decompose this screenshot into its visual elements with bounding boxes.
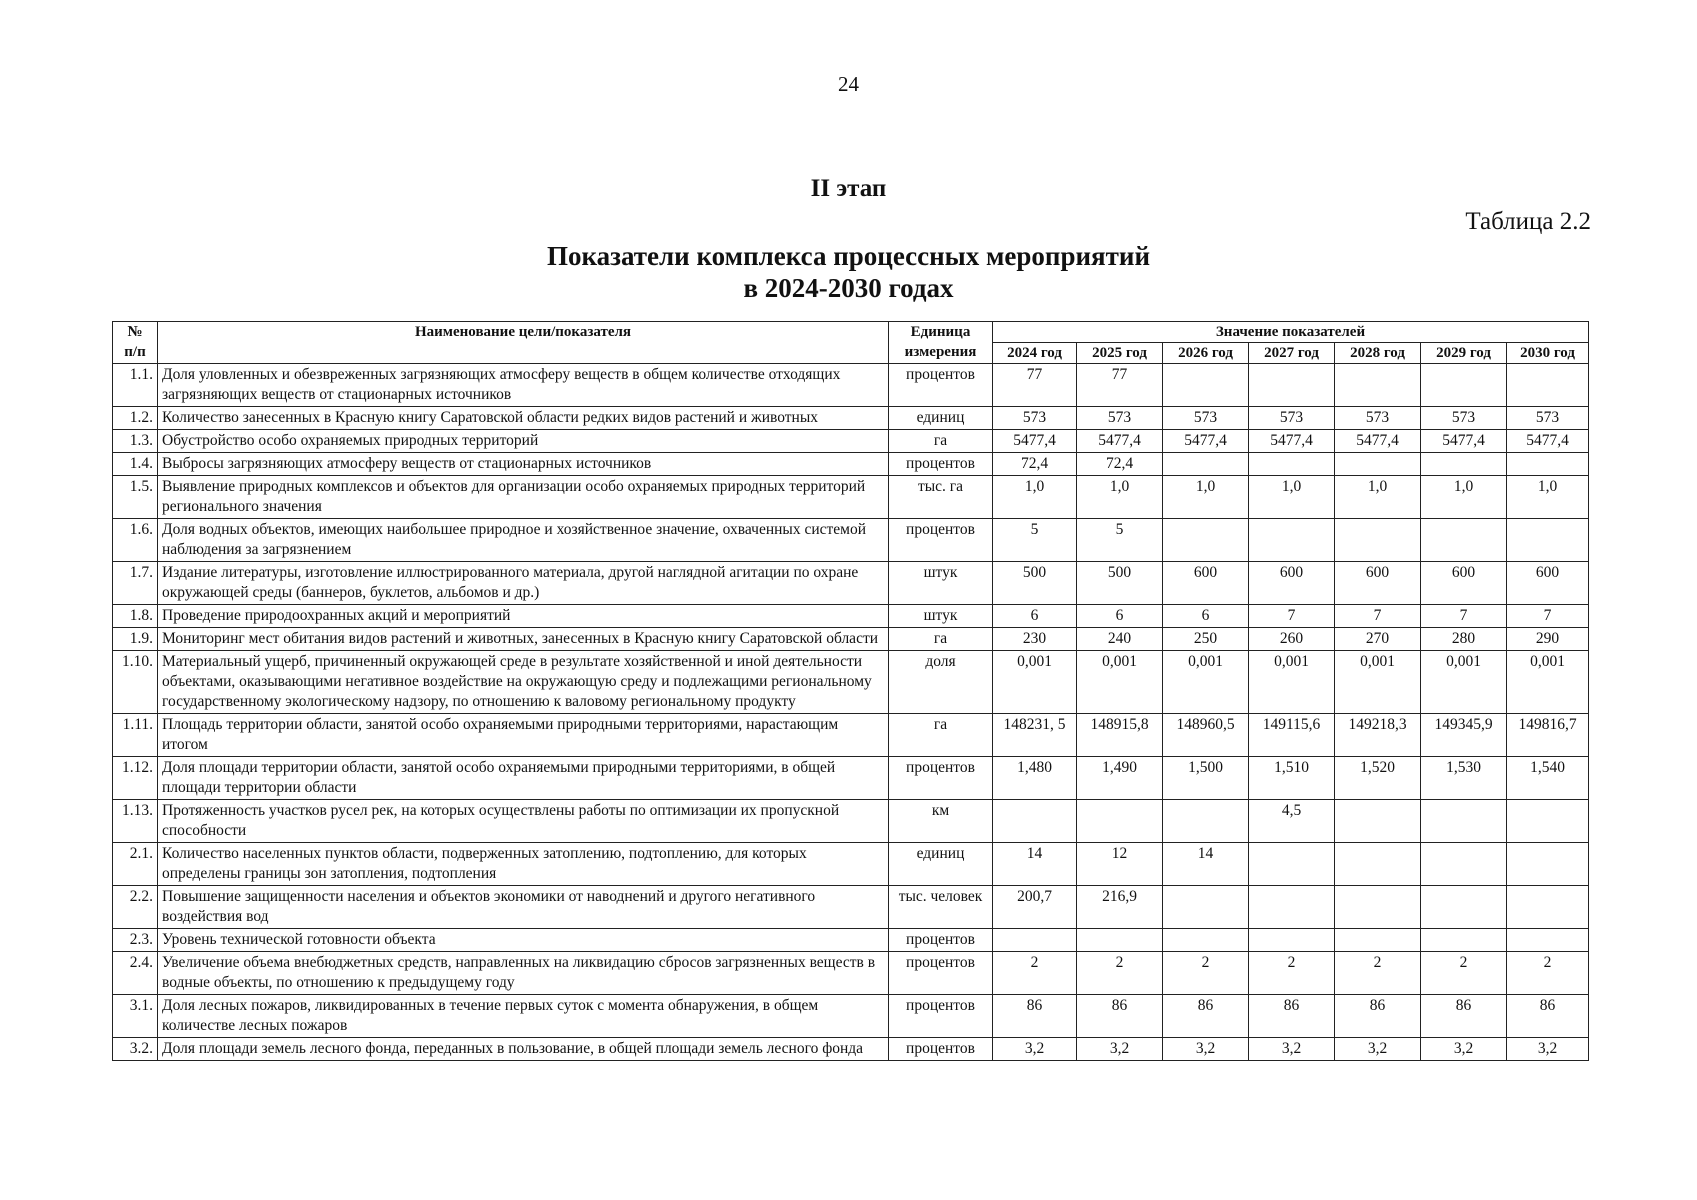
row-value: 5	[993, 519, 1077, 562]
row-value: 5477,4	[1077, 430, 1163, 453]
row-indicator-name: Обустройство особо охраняемых природных территорий	[158, 430, 889, 453]
row-indicator-name: Уровень технической готовности объекта	[158, 929, 889, 952]
row-value: 280	[1421, 628, 1507, 651]
table-row	[113, 476, 1589, 519]
row-indicator-name: Количество занесенных в Красную книгу Саратовской области редких видов растений и животных	[158, 407, 889, 430]
row-value: 149816,7	[1507, 714, 1589, 757]
row-value	[993, 800, 1077, 843]
row-value: 2	[993, 952, 1077, 995]
row-value: 2	[1507, 952, 1589, 995]
row-unit: процентов	[889, 453, 993, 476]
table-row	[113, 628, 1589, 651]
row-value	[1421, 843, 1507, 886]
row-number: 3.1.	[113, 995, 158, 1038]
row-value: 2	[1077, 952, 1163, 995]
row-unit: га	[889, 430, 993, 453]
header-year: 2030 год	[1507, 343, 1589, 364]
row-value	[1249, 453, 1335, 476]
row-unit: процентов	[889, 1038, 993, 1061]
row-value	[1507, 843, 1589, 886]
row-value: 6	[993, 605, 1077, 628]
table-label: Таблица 2.2	[1465, 208, 1591, 235]
row-value: 4,5	[1249, 800, 1335, 843]
row-unit: процентов	[889, 995, 993, 1038]
row-indicator-name: Проведение природоохранных акций и мероприятий	[158, 605, 889, 628]
row-value	[1163, 453, 1249, 476]
row-unit: тыс. га	[889, 476, 993, 519]
row-value	[1507, 800, 1589, 843]
row-value: 3,2	[1421, 1038, 1507, 1061]
row-indicator-name: Увеличение объема внебюджетных средств, направленных на ликвидацию сбросов загрязненных веществ в водные объекты, по отношению к предыдущему году	[158, 952, 889, 995]
row-value: 6	[1077, 605, 1163, 628]
row-value: 77	[993, 364, 1077, 407]
row-value	[1249, 843, 1335, 886]
row-unit: процентов	[889, 364, 993, 407]
row-value: 216,9	[1077, 886, 1163, 929]
row-value: 3,2	[1077, 1038, 1163, 1061]
header-unit-line1: Единица	[910, 324, 971, 340]
table-row	[113, 929, 1589, 952]
row-value: 1,0	[1077, 476, 1163, 519]
header-num-line1: №	[127, 324, 143, 340]
row-value: 86	[1421, 995, 1507, 1038]
row-value	[1507, 364, 1589, 407]
row-value: 1,510	[1249, 757, 1335, 800]
row-indicator-name: Издание литературы, изготовление иллюстрированного материала, другой наглядной агитации по охране окружающей среды (баннеров, буклетов, альбомов и др.)	[158, 562, 889, 605]
row-number: 1.6.	[113, 519, 158, 562]
row-unit: процентов	[889, 519, 993, 562]
row-value: 149345,9	[1421, 714, 1507, 757]
header-year: 2025 год	[1077, 343, 1163, 364]
row-number: 1.13.	[113, 800, 158, 843]
row-value: 1,480	[993, 757, 1077, 800]
row-value: 5477,4	[1507, 430, 1589, 453]
row-value: 0,001	[993, 651, 1077, 714]
row-value: 5477,4	[1163, 430, 1249, 453]
header-num-line2: п/п	[124, 344, 146, 360]
row-unit: тыс. человек	[889, 886, 993, 929]
row-value: 573	[1421, 407, 1507, 430]
row-value: 1,0	[1335, 476, 1421, 519]
row-value: 14	[993, 843, 1077, 886]
row-number: 1.7.	[113, 562, 158, 605]
row-unit: км	[889, 800, 993, 843]
row-value: 600	[1249, 562, 1335, 605]
row-indicator-name: Количество населенных пунктов области, подверженных затоплению, подтоплению, для которых определены границы зон затопления, подтопления	[158, 843, 889, 886]
table-row	[113, 519, 1589, 562]
row-value: 12	[1077, 843, 1163, 886]
row-value: 1,0	[1249, 476, 1335, 519]
table-row	[113, 757, 1589, 800]
row-value: 573	[1335, 407, 1421, 430]
row-value	[1421, 364, 1507, 407]
row-value: 7	[1507, 605, 1589, 628]
row-number: 2.2.	[113, 886, 158, 929]
row-value: 0,001	[1077, 651, 1163, 714]
row-indicator-name: Выявление природных комплексов и объектов для организации особо охраняемых природных территорий регионального значения	[158, 476, 889, 519]
row-value: 290	[1507, 628, 1589, 651]
table-row	[113, 651, 1589, 714]
row-value: 7	[1249, 605, 1335, 628]
row-value	[1249, 929, 1335, 952]
row-value: 5477,4	[993, 430, 1077, 453]
row-value: 5	[1077, 519, 1163, 562]
row-value	[1163, 800, 1249, 843]
row-value: 3,2	[1507, 1038, 1589, 1061]
header-year: 2027 год	[1249, 343, 1335, 364]
row-value	[1335, 364, 1421, 407]
table-row	[113, 843, 1589, 886]
row-value: 1,520	[1335, 757, 1421, 800]
row-value	[1507, 929, 1589, 952]
row-value	[1163, 364, 1249, 407]
row-unit: единиц	[889, 843, 993, 886]
row-value: 148231, 5	[993, 714, 1077, 757]
row-number: 1.5.	[113, 476, 158, 519]
row-value: 7	[1335, 605, 1421, 628]
table-row	[113, 562, 1589, 605]
row-number: 1.2.	[113, 407, 158, 430]
row-value: 77	[1077, 364, 1163, 407]
row-indicator-name: Выбросы загрязняющих атмосферу веществ от стационарных источников	[158, 453, 889, 476]
table-row	[113, 430, 1589, 453]
page-number: 24	[838, 72, 859, 96]
row-value: 0,001	[1249, 651, 1335, 714]
table-row	[113, 714, 1589, 757]
row-value: 2	[1163, 952, 1249, 995]
row-indicator-name: Протяженность участков русел рек, на которых осуществлены работы по оптимизации их пропускной способности	[158, 800, 889, 843]
row-value	[1335, 843, 1421, 886]
row-number: 1.12.	[113, 757, 158, 800]
row-value	[1335, 886, 1421, 929]
header-values-group: Значение показателей	[993, 322, 1589, 343]
row-value: 72,4	[993, 453, 1077, 476]
row-value: 86	[1249, 995, 1335, 1038]
row-indicator-name: Доля уловленных и обезвреженных загрязняющих атмосферу веществ в общем количестве отходящих загрязняющих веществ от стационарных источников	[158, 364, 889, 407]
row-number: 1.9.	[113, 628, 158, 651]
row-value: 6	[1163, 605, 1249, 628]
row-value: 240	[1077, 628, 1163, 651]
row-value	[1335, 453, 1421, 476]
row-value: 3,2	[1249, 1038, 1335, 1061]
row-unit: процентов	[889, 757, 993, 800]
table-row	[113, 952, 1589, 995]
row-value: 0,001	[1507, 651, 1589, 714]
row-unit: штук	[889, 562, 993, 605]
table-row	[113, 407, 1589, 430]
row-value: 148915,8	[1077, 714, 1163, 757]
main-title-line1: Показатели комплекса процессных мероприятий	[546, 241, 1151, 271]
row-value	[1335, 800, 1421, 843]
row-value: 72,4	[1077, 453, 1163, 476]
row-value: 2	[1421, 952, 1507, 995]
row-value: 200,7	[993, 886, 1077, 929]
row-value: 500	[993, 562, 1077, 605]
row-value	[1077, 800, 1163, 843]
row-value	[1335, 929, 1421, 952]
row-number: 2.3.	[113, 929, 158, 952]
table-row	[113, 995, 1589, 1038]
row-value: 2	[1249, 952, 1335, 995]
row-number: 1.11.	[113, 714, 158, 757]
row-unit: штук	[889, 605, 993, 628]
row-value: 5477,4	[1421, 430, 1507, 453]
row-unit: процентов	[889, 952, 993, 995]
row-value	[1249, 519, 1335, 562]
row-unit: единиц	[889, 407, 993, 430]
main-title-line2: в 2024-2030 годах	[743, 273, 954, 303]
row-value: 260	[1249, 628, 1335, 651]
row-value: 600	[1507, 562, 1589, 605]
row-indicator-name: Площадь территории области, занятой особо охраняемыми природными территориями, нарастающим итогом	[158, 714, 889, 757]
row-unit: га	[889, 714, 993, 757]
row-unit: га	[889, 628, 993, 651]
table-row	[113, 605, 1589, 628]
header-unit-line2: измерения	[904, 344, 977, 360]
row-value: 86	[993, 995, 1077, 1038]
row-value: 1,0	[993, 476, 1077, 519]
row-value	[1249, 886, 1335, 929]
row-value: 1,490	[1077, 757, 1163, 800]
row-number: 1.8.	[113, 605, 158, 628]
table-row	[113, 800, 1589, 843]
row-value: 149218,3	[1335, 714, 1421, 757]
row-value	[1421, 519, 1507, 562]
row-value: 573	[993, 407, 1077, 430]
row-value: 573	[1077, 407, 1163, 430]
row-unit: процентов	[889, 929, 993, 952]
row-value	[1421, 453, 1507, 476]
row-indicator-name: Доля площади территории области, занятой особо охраняемыми природными территориями, в общей площади территории области	[158, 757, 889, 800]
row-value	[1163, 886, 1249, 929]
table-body	[113, 364, 1589, 1061]
row-value	[1421, 800, 1507, 843]
row-value	[1421, 929, 1507, 952]
row-indicator-name: Мониторинг мест обитания видов растений и животных, занесенных в Красную книгу Саратовской области	[158, 628, 889, 651]
row-value: 270	[1335, 628, 1421, 651]
row-value: 1,0	[1507, 476, 1589, 519]
row-value: 86	[1335, 995, 1421, 1038]
row-value: 573	[1507, 407, 1589, 430]
row-value: 1,540	[1507, 757, 1589, 800]
table-header	[113, 322, 1589, 364]
row-value	[1507, 886, 1589, 929]
row-value: 230	[993, 628, 1077, 651]
row-indicator-name: Повышение защищенности населения и объектов экономики от наводнений и другого негативного воздействия вод	[158, 886, 889, 929]
row-value	[1335, 519, 1421, 562]
row-value	[1249, 364, 1335, 407]
row-value: 1,530	[1421, 757, 1507, 800]
header-year: 2028 год	[1335, 343, 1421, 364]
table-row	[113, 886, 1589, 929]
row-value: 573	[1249, 407, 1335, 430]
row-value: 1,0	[1421, 476, 1507, 519]
table-row	[113, 364, 1589, 407]
row-value	[1507, 453, 1589, 476]
row-indicator-name: Доля лесных пожаров, ликвидированных в течение первых суток с момента обнаружения, в общем количестве лесных пожаров	[158, 995, 889, 1038]
row-value: 0,001	[1335, 651, 1421, 714]
header-year: 2026 год	[1163, 343, 1249, 364]
row-value: 5477,4	[1335, 430, 1421, 453]
table-row	[113, 453, 1589, 476]
row-value	[1163, 519, 1249, 562]
row-value: 600	[1335, 562, 1421, 605]
row-indicator-name: Доля площади земель лесного фонда, переданных в пользование, в общей площади земель лесного фонда	[158, 1038, 889, 1061]
row-value	[1163, 929, 1249, 952]
row-value: 0,001	[1163, 651, 1249, 714]
row-unit: доля	[889, 651, 993, 714]
row-value: 7	[1421, 605, 1507, 628]
header-num	[113, 322, 158, 364]
row-number: 1.4.	[113, 453, 158, 476]
row-number: 1.10.	[113, 651, 158, 714]
indicators-table	[112, 321, 1589, 1061]
indicators-table-wrap	[112, 321, 1588, 1061]
main-title	[0, 240, 1697, 304]
header-name: Наименование цели/показателя	[158, 322, 889, 364]
row-value: 86	[1507, 995, 1589, 1038]
row-value: 600	[1421, 562, 1507, 605]
header-year: 2024 год	[993, 343, 1077, 364]
row-number: 3.2.	[113, 1038, 158, 1061]
table-row	[113, 1038, 1589, 1061]
row-value: 0,001	[1421, 651, 1507, 714]
row-value: 86	[1163, 995, 1249, 1038]
row-value: 500	[1077, 562, 1163, 605]
row-value: 1,0	[1163, 476, 1249, 519]
row-value: 148960,5	[1163, 714, 1249, 757]
stage-title: II этап	[810, 175, 887, 202]
row-value: 1,500	[1163, 757, 1249, 800]
row-value: 86	[1077, 995, 1163, 1038]
row-value	[1507, 519, 1589, 562]
row-value: 14	[1163, 843, 1249, 886]
row-number: 1.3.	[113, 430, 158, 453]
row-value: 3,2	[1163, 1038, 1249, 1061]
row-number: 2.4.	[113, 952, 158, 995]
row-value: 149115,6	[1249, 714, 1335, 757]
row-value: 250	[1163, 628, 1249, 651]
row-value: 2	[1335, 952, 1421, 995]
row-value: 3,2	[993, 1038, 1077, 1061]
row-indicator-name: Материальный ущерб, причиненный окружающей среде в результате хозяйственной и иной деятельности объектами, оказывающими негативное воздействие на окружающую среду и подлежащими региональному государственному экологическому надзору, по отношению к валовому региональному продукту	[158, 651, 889, 714]
header-year: 2029 год	[1421, 343, 1507, 364]
row-value: 5477,4	[1249, 430, 1335, 453]
row-value	[993, 929, 1077, 952]
header-unit	[889, 322, 993, 364]
row-number: 1.1.	[113, 364, 158, 407]
row-indicator-name: Доля водных объектов, имеющих наибольшее природное и хозяйственное значение, охваченных системой наблюдения за загрязнением	[158, 519, 889, 562]
row-value	[1421, 886, 1507, 929]
row-value	[1077, 929, 1163, 952]
row-value: 600	[1163, 562, 1249, 605]
row-number: 2.1.	[113, 843, 158, 886]
row-value: 3,2	[1335, 1038, 1421, 1061]
row-value: 573	[1163, 407, 1249, 430]
